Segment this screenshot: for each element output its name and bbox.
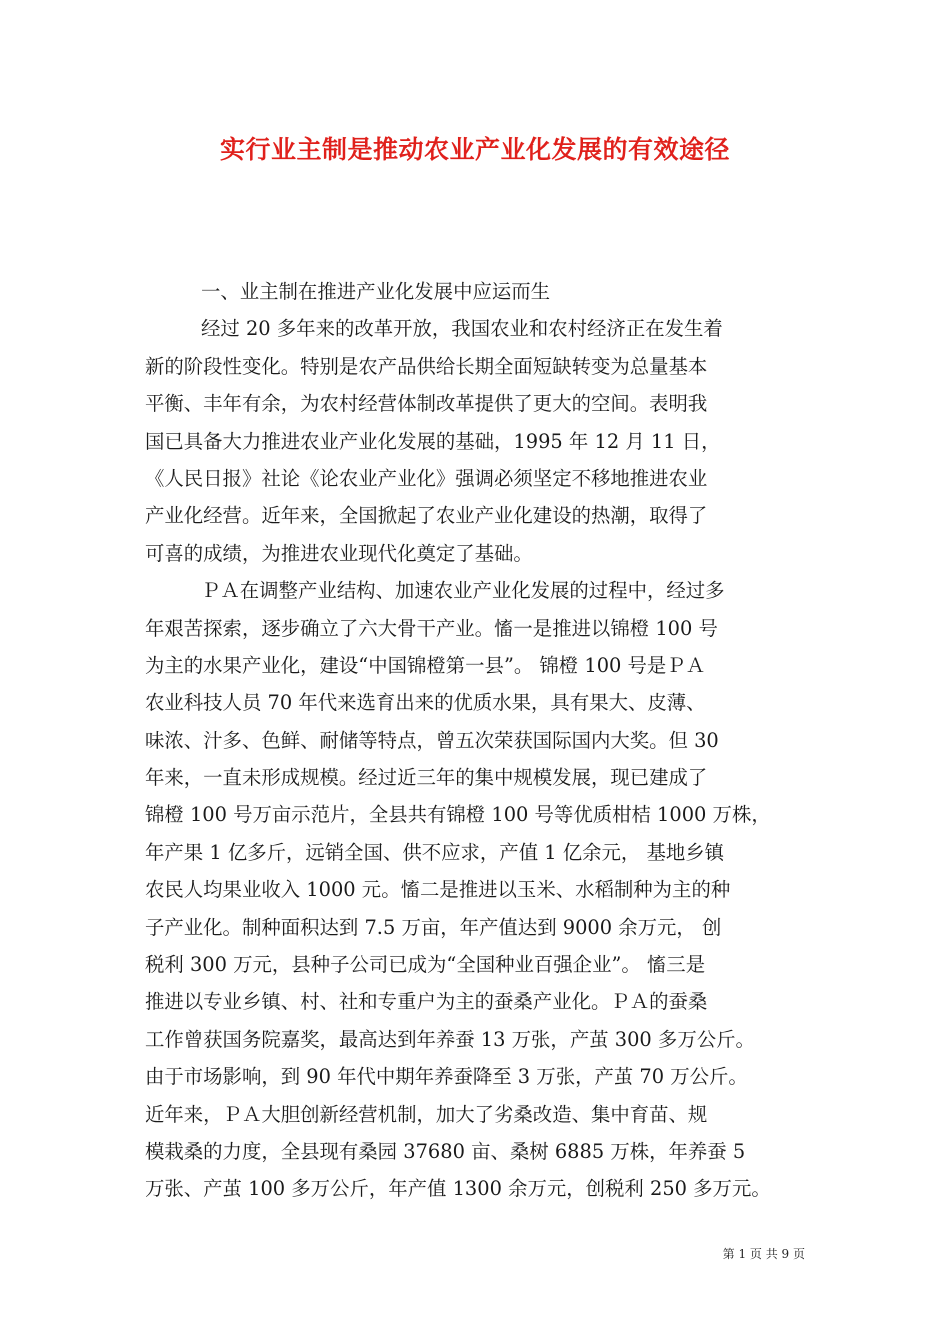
paragraph-line: 农业科技人员 70 年代来选育出来的优质水果，具有果大、皮薄、	[145, 691, 706, 715]
paragraph-line: 可喜的成绩，为推进农业现代化奠定了基础。	[145, 541, 533, 565]
paragraph-line: 锦橙 100 号万亩示范片，全县共有锦橙 100 号等优质柑桔 1000 万株，	[145, 803, 771, 827]
paragraph-line: 平衡、丰年有余，为农村经营体制改革提供了更大的空间。表明我	[145, 392, 708, 416]
paragraph-line: 万张、产茧 100 多万公斤，年产值 1300 余万元，创税利 250 多万元。	[145, 1177, 771, 1201]
paragraph-line: 《人民日报》社论《论农业产业化》强调必须坚定不移地推进农业	[145, 466, 708, 490]
paragraph-line: 味浓、汁多、色鲜、耐储等特点，曾五次荣获国际国内大奖。但 30	[145, 728, 719, 752]
paragraph-line: 模栽桑的力度，全县现有桑园 37680 亩、桑树 6885 万株，年养蚕 5	[145, 1139, 746, 1163]
paragraph-line: 近年来，ＰＡ大胆创新经营机制，加大了劣桑改造、集中育苗、规	[145, 1102, 708, 1126]
paragraph-line: ＰＡ在调整产业结构、加速农业产业化发展的过程中，经过多	[201, 579, 725, 603]
paragraph-line: 由于市场影响，到 90 年代中期年养蚕降至 3 万张，产茧 70 万公斤。	[145, 1065, 748, 1089]
paragraph-line: 农民人均果业收入 1000 元。慉二是推进以玉米、水稻制种为主的种	[145, 878, 731, 902]
paragraph-line: 经过 20 多年来的改革开放，我国农业和农村经济正在发生着	[201, 317, 723, 341]
paragraph-line: 年艰苦探索，逐步确立了六大骨干产业。慉一是推进以锦橙 100 号	[145, 616, 718, 640]
document-body	[145, 273, 810, 1208]
document-title: 实行业主制是推动农业产业化发展的有效途径	[219, 135, 730, 164]
paragraph-line: 为主的水果产业化，建设“中国锦橙第一县”。 锦橙 100 号是ＰＡ	[145, 653, 706, 677]
page-number: 第 1 页 共 9 页	[722, 1247, 805, 1261]
paragraph-line: 年产果 1 亿多斤，远销全国、供不应求，产值 1 亿余元， 基地乡镇	[145, 840, 725, 864]
paragraph-line: 产业化经营。近年来，全国掀起了农业产业化建设的热潮，取得了	[145, 504, 708, 528]
paragraph-line: 国已具备大力推进农业产业化发展的基础，1995 年 12 月 11 日，	[145, 429, 721, 453]
paragraph-line: 税利 300 万元，县种子公司已成为“全国种业百强企业”。 慉三是	[145, 953, 706, 977]
paragraph-line: 推进以专业乡镇、村、社和专重户为主的蚕桑产业化。ＰＡ的蚕桑	[145, 990, 708, 1014]
section-heading: 一、业主制在推进产业化发展中应运而生	[201, 280, 551, 303]
paragraph-line: 年来，一直未形成规模。经过近三年的集中规模发展，现已建成了	[145, 766, 708, 790]
paragraph-line: 工作曾获国务院嘉奖，最高达到年养蚕 13 万张，产茧 300 多万公斤。	[145, 1027, 755, 1051]
paragraph-line: 子产业化。制种面积达到 7.5 万亩，年产值达到 9000 余万元， 创	[145, 915, 722, 939]
paragraph-line: 新的阶段性变化。特别是农产品供给长期全面短缺转变为总量基本	[145, 354, 708, 378]
